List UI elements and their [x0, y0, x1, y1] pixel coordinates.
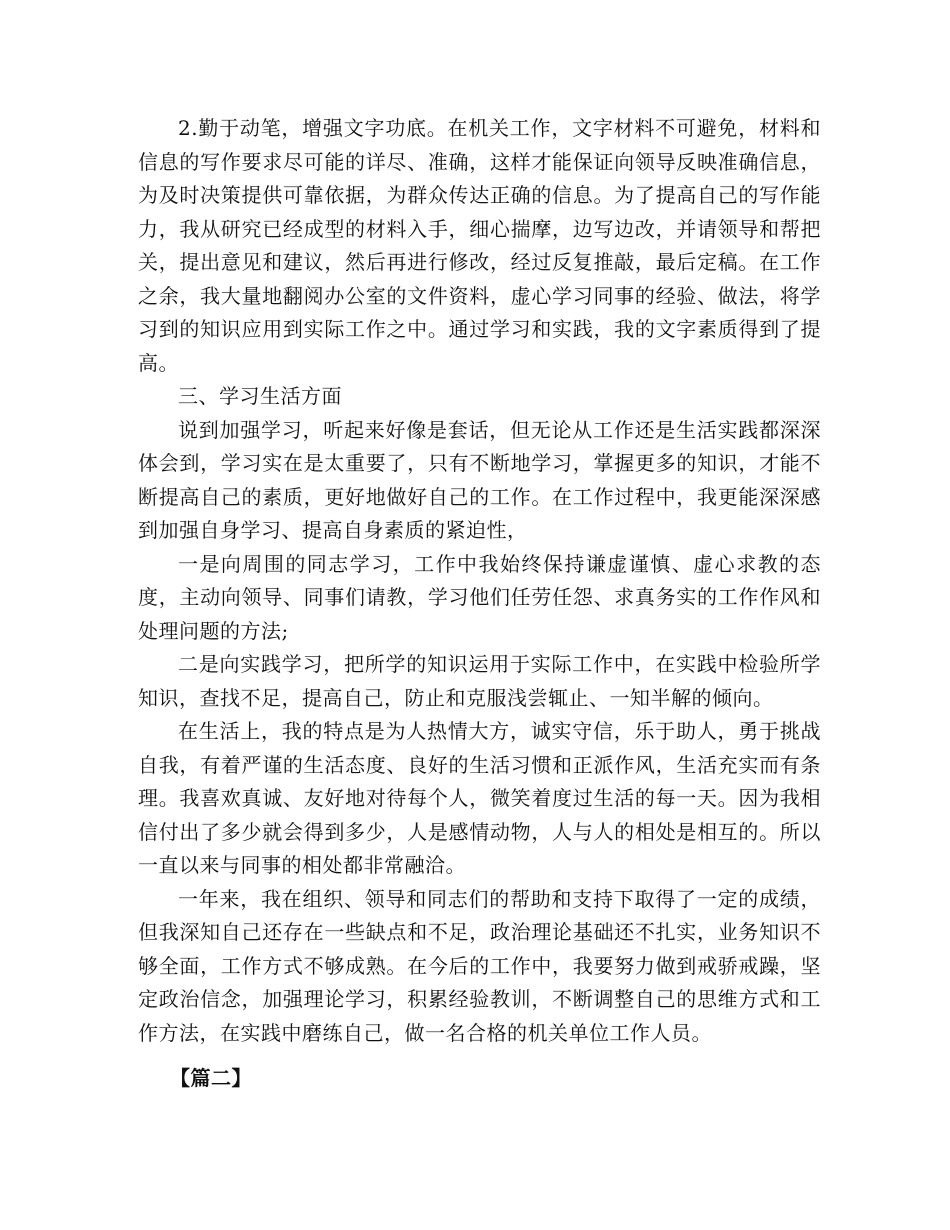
paragraph-strengthen-study: 说到加强学习，听起来好像是套话，但无论从工作还是生活实践都深深体会到，学习实在是太重要了，只有不断地学习，掌握更多的知识，才能不断提高自己的素质，更好地做好自己的工作。在工作过程中，我更能深深感到加强自身学习、提高自身素质的紧迫性， [138, 417, 821, 542]
section-heading-study-life: 三、学习生活方面 [178, 384, 342, 408]
paragraph-year-summary: 一年来，我在组织、领导和同志们的帮助和支持下取得了一定的成绩，但我深知自己还存在一些缺点和不足，政治理论基础还不扎实，业务知识不够全面，工作方式不够成熟。在今后的工作中，我要努力做到戒骄戒躁，坚定政治信念，加强理论学习，积累经验教训，不断调整自己的思维方式和工作方法，在实践中磨练自己，做一名合格的机关单位工作人员。 [138, 886, 821, 1045]
section-mark-part-two: 【篇二】 [170, 1066, 252, 1090]
document-body [138, 112, 821, 1096]
paragraph-life-traits: 在生活上，我的特点是为人热情大方，诚实守信，乐于助人，勇于挑战自我，有着严谨的生活态度、良好的生活习惯和正派作风，生活充实而有条理。我喜欢真诚、友好地对待每个人，微笑着度过生活的每一天。因为我相信付出了多少就会得到多少，人是感情动物，人与人的相处是相互的。所以一直以来与同事的相处都非常融洽。 [138, 719, 821, 877]
paragraph-learn-from-colleagues: 一是向周围的同志学习，工作中我始终保持谦虚谨慎、虚心求教的态度，主动向领导、同事们请教，学习他们任劳任怨、求真务实的工作作风和处理问题的方法; [138, 551, 821, 643]
paragraph-writing-skills: 2.勤于动笔，增强文字功底。在机关工作，文字材料不可避免，材料和信息的写作要求尽可能的详尽、准确，这样才能保证向领导反映准确信息，为及时决策提供可靠依据，为群众传达正确的信息。为了提高自己的写作能力，我从研究已经成型的材料入手，细心揣摩，边写边改，并请领导和帮把关，提出意见和建议，然后再进行修改，经过反复推敲，最后定稿。在工作之余，我大量地翻阅办公室的文件资料，虚心学习同事的经验、做法，将学习到的知识应用到实际工作之中。通过学习和实践，我的文字素质得到了提高。 [138, 116, 821, 375]
paragraph-learn-from-practice: 二是向实践学习，把所学的知识运用于实际工作中，在实践中检验所学知识，查找不足，提高自己，防止和克服浅尝辄止、一知半解的倾向。 [138, 652, 821, 710]
